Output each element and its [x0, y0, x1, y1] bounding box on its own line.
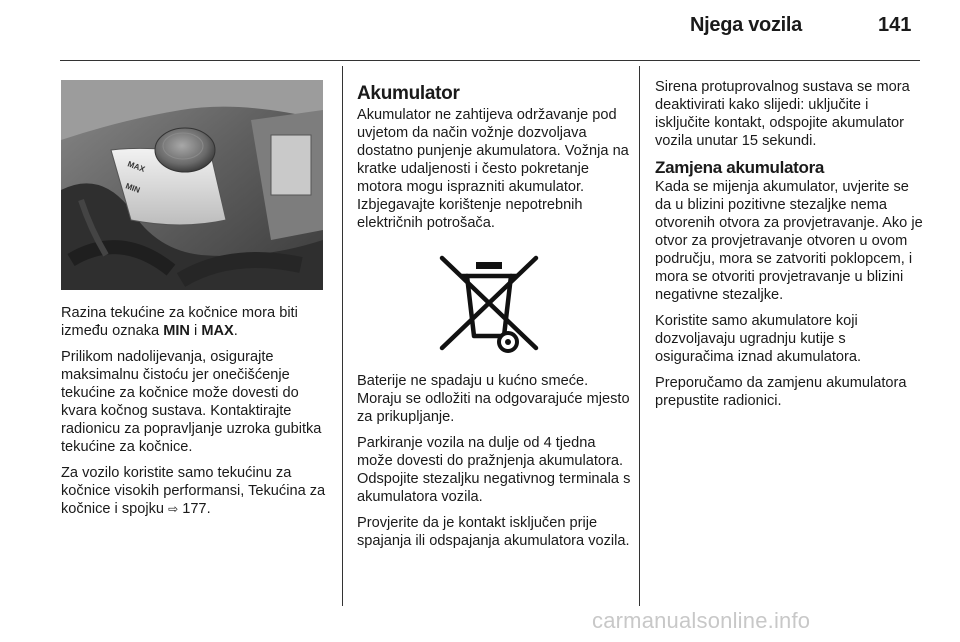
paragraph-battery-maintenance: Akumulator ne zahtijeva održavanje pod uvjetom da način vožnje dozvoljava dostatno punjenje akumulatora. Vožnja na kratke udaljenosti i često pokretanje motora mogu isprazniti akumulator.	[357, 107, 629, 195]
paragraph-topping-up: Prilikom nadolijevanja, osigurajte maksimalnu čistoću jer onečišćenje tekućine za kočnice može dovesti do kvara kočnog sustava. Kontaktirajte radionicu za popravljanje uzroka gubitka tekućine za kočnice.	[61, 349, 322, 455]
section-heading-battery: Akumulator	[357, 83, 460, 104]
page-header-title: Njega vozila	[690, 14, 802, 36]
paragraph-fluid-level: Razina tekućine za kočnice mora biti između oznaka MIN i MAX.	[61, 305, 298, 339]
column-2-lower	[357, 372, 633, 558]
watermark: carmanualsonline.info	[592, 608, 811, 633]
column-divider-2	[639, 66, 640, 606]
paragraph-alarm-siren: Sirena protuprovalnog sustava se mora deaktivirati kako slijedi: uključite i isključite kontakt, odspojite akumulator vozila unutar 15 sekundi.	[655, 79, 910, 149]
crossed-out-wheelie-bin-icon	[436, 254, 542, 358]
header-rule	[60, 60, 920, 61]
paragraph-vent-openings: Kada se mijenja akumulator, uvjerite se da u blizini pozitivne stezaljke nema otvorenih otvora za provjetravanje. Ako je otvor za provjetravanje otvoren u ovom području, mora se zatvoriti poklopcem, i mora se otvoriti provjetravanje u blizini negativne stezaljke.	[655, 179, 923, 303]
paragraph-workshop-recommendation: Preporučamo da zamjenu akumulatora prepustite radionici.	[655, 375, 907, 409]
column-2	[357, 82, 633, 240]
column-1	[61, 304, 331, 526]
page-number: 141	[878, 14, 912, 36]
page-reference-link[interactable]: 177	[182, 501, 207, 517]
max-mark: MAX	[201, 323, 234, 339]
paragraph-parking: Parkiranje vozila na dulje od 4 tjedna može dovesti do pražnjenja akumulatora. Odspojite stezaljku negativnog terminala s akumulatora vozila.	[357, 435, 631, 505]
paragraph-avoid-consumers: Izbjegavajte korištenje nepotrebnih električnih potrošača.	[357, 197, 583, 231]
column-3	[655, 78, 925, 418]
paragraph-disposal: Baterije ne spadaju u kućno smeće. Moraju se odložiti na odgovarajuće mjesto za prikupljanje.	[357, 373, 630, 425]
svg-text:MAX: MAX	[126, 159, 147, 174]
paragraph-fluid-type: Za vozilo koristite samo tekućinu za kočnice visokih performansi, Tekućina za kočnice i spojku ⇨ 177.	[61, 465, 326, 517]
min-mark: MIN	[163, 323, 190, 339]
section-heading-battery-replacement: Zamjena akumulatora	[655, 158, 825, 177]
brake-fluid-reservoir-image	[61, 80, 323, 290]
paragraph-ignition-off: Provjerite da je kontakt isključen prije spajanja ili odspajanja akumulatora vozila.	[357, 515, 630, 549]
column-divider-1	[342, 66, 343, 606]
page-reference-arrow-icon: ⇨	[168, 502, 179, 516]
svg-text:MIN: MIN	[124, 181, 142, 195]
paragraph-approved-batteries: Koristite samo akumulatore koji dozvoljavaju ugradnju kutije s osiguračima iznad akumulatora.	[655, 313, 862, 365]
